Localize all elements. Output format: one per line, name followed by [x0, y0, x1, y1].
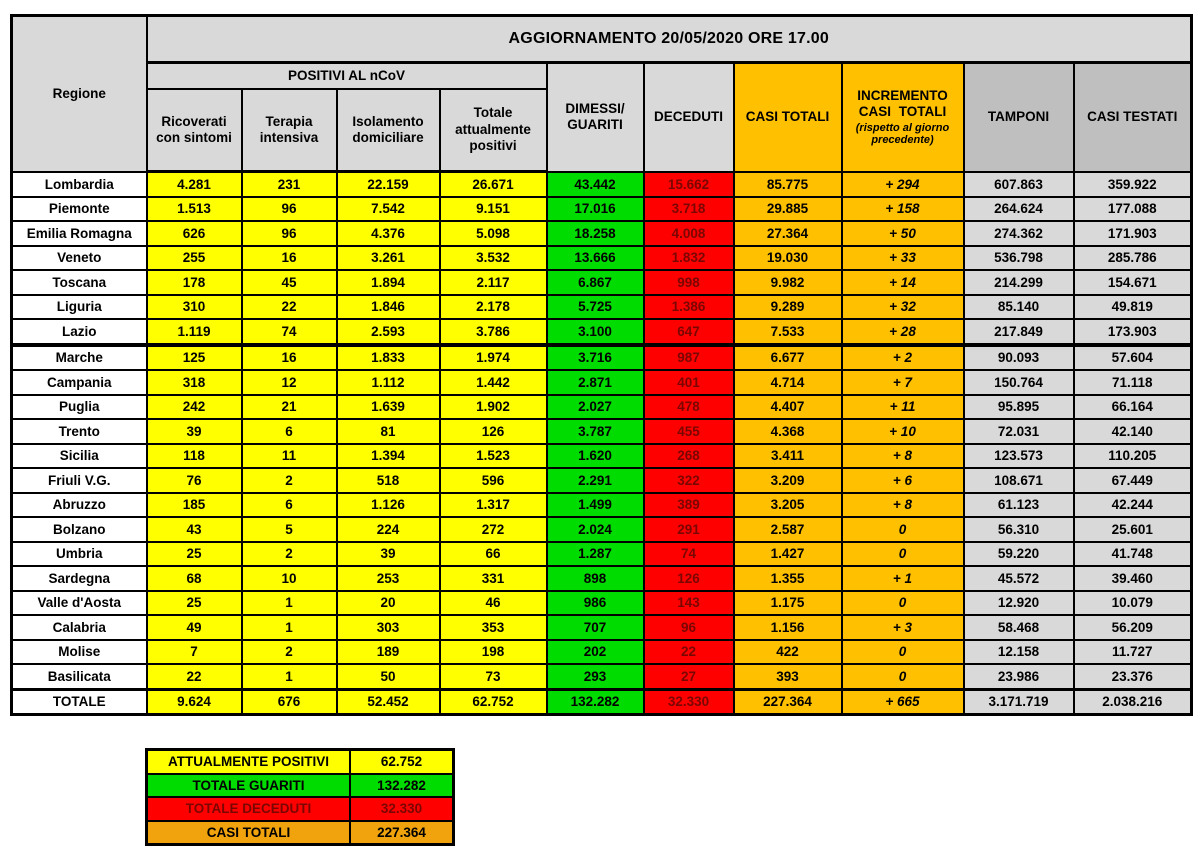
incremento-value: + 665 [842, 689, 964, 715]
casi-testati-value: 285.786 [1074, 246, 1192, 271]
casi-totali-value: 422 [734, 640, 842, 665]
dimessi-guariti-value: 898 [547, 566, 644, 591]
summary-row [147, 821, 454, 845]
totale-positivi-value: 596 [440, 468, 547, 493]
casi-testati-value: 71.118 [1074, 370, 1192, 395]
isolamento-value: 1.112 [337, 370, 440, 395]
dimessi-guariti-value: 132.282 [547, 689, 644, 715]
isolamento-value: 50 [337, 664, 440, 689]
isolamento-value: 1.833 [337, 345, 440, 371]
ricoverati-value: 25 [147, 542, 242, 567]
dimessi-guariti-value: 1.287 [547, 542, 644, 567]
tamponi-value: 58.468 [964, 615, 1074, 640]
ricoverati-value: 49 [147, 615, 242, 640]
dimessi-guariti-value: 2.871 [547, 370, 644, 395]
tamponi-value: 3.171.719 [964, 689, 1074, 715]
ricoverati-value: 255 [147, 246, 242, 271]
deceduti-value: 455 [644, 419, 734, 444]
casi-totali-value: 85.775 [734, 172, 842, 197]
incremento-value: + 14 [842, 270, 964, 295]
casi-testati-value: 49.819 [1074, 295, 1192, 320]
totale-positivi-value: 5.098 [440, 221, 547, 246]
isolamento-value: 253 [337, 566, 440, 591]
summary-value: 62.752 [350, 750, 454, 774]
incremento-value: + 28 [842, 319, 964, 345]
casi-totali-value: 3.411 [734, 444, 842, 469]
region-name: TOTALE [12, 689, 147, 715]
isolamento-value: 1.639 [337, 395, 440, 420]
tamponi-value: 61.123 [964, 493, 1074, 518]
summary-table [145, 748, 455, 846]
dimessi-guariti-value: 986 [547, 591, 644, 616]
terapia-intensiva-value: 45 [242, 270, 337, 295]
region-name: Liguria [12, 295, 147, 320]
incremento-value: 0 [842, 542, 964, 567]
dimessi-guariti-value: 293 [547, 664, 644, 689]
summary-value: 227.364 [350, 821, 454, 845]
dimessi-guariti-value: 1.620 [547, 444, 644, 469]
col-header-incremento [842, 63, 964, 172]
casi-testati-value: 67.449 [1074, 468, 1192, 493]
table-row [12, 468, 1192, 493]
dimessi-guariti-value: 1.499 [547, 493, 644, 518]
ricoverati-value: 9.624 [147, 689, 242, 715]
table-row [12, 221, 1192, 246]
terapia-intensiva-value: 16 [242, 345, 337, 371]
table-row [12, 566, 1192, 591]
region-name: Marche [12, 345, 147, 371]
terapia-intensiva-value: 6 [242, 419, 337, 444]
summary-label: CASI TOTALI [147, 821, 351, 845]
ricoverati-value: 39 [147, 419, 242, 444]
region-name: Piemonte [12, 197, 147, 222]
deceduti-value: 478 [644, 395, 734, 420]
region-name: Basilicata [12, 664, 147, 689]
isolamento-value: 1.394 [337, 444, 440, 469]
casi-testati-value: 56.209 [1074, 615, 1192, 640]
casi-testati-value: 110.205 [1074, 444, 1192, 469]
terapia-intensiva-value: 22 [242, 295, 337, 320]
summary-label: TOTALE DECEDUTI [147, 797, 351, 821]
incremento-value: + 8 [842, 493, 964, 518]
col-header-totale-positivi: Totale attualmente positivi [440, 89, 547, 172]
table-title: AGGIORNAMENTO 20/05/2020 ORE 17.00 [147, 16, 1192, 63]
isolamento-value: 39 [337, 542, 440, 567]
region-name: Calabria [12, 615, 147, 640]
terapia-intensiva-value: 11 [242, 444, 337, 469]
col-header-casi-testati: CASI TESTATI [1074, 63, 1192, 172]
col-header-deceduti: DECEDUTI [644, 63, 734, 172]
region-name: Veneto [12, 246, 147, 271]
dimessi-guariti-value: 43.442 [547, 172, 644, 197]
terapia-intensiva-value: 231 [242, 172, 337, 197]
deceduti-value: 1.832 [644, 246, 734, 271]
region-name: Toscana [12, 270, 147, 295]
ricoverati-value: 310 [147, 295, 242, 320]
tamponi-value: 23.986 [964, 664, 1074, 689]
ricoverati-value: 125 [147, 345, 242, 371]
terapia-intensiva-value: 96 [242, 221, 337, 246]
ricoverati-value: 1.513 [147, 197, 242, 222]
deceduti-value: 401 [644, 370, 734, 395]
casi-totali-value: 3.209 [734, 468, 842, 493]
deceduti-value: 268 [644, 444, 734, 469]
incremento-label-line2: CASI TOTALI [858, 104, 947, 120]
tamponi-value: 45.572 [964, 566, 1074, 591]
col-header-ricoverati: Ricoverati con sintomi [147, 89, 242, 172]
casi-testati-value: 154.671 [1074, 270, 1192, 295]
terapia-intensiva-value: 6 [242, 493, 337, 518]
table-row [12, 615, 1192, 640]
terapia-intensiva-value: 1 [242, 615, 337, 640]
ricoverati-value: 626 [147, 221, 242, 246]
table-row [12, 395, 1192, 420]
dimessi-guariti-value: 3.716 [547, 345, 644, 371]
tamponi-value: 72.031 [964, 419, 1074, 444]
tamponi-value: 217.849 [964, 319, 1074, 345]
terapia-intensiva-value: 74 [242, 319, 337, 345]
incremento-value: 0 [842, 591, 964, 616]
table-row [12, 197, 1192, 222]
region-name: Trento [12, 419, 147, 444]
incremento-note: (rispetto al giorno precedente) [855, 121, 950, 147]
tamponi-value: 90.093 [964, 345, 1074, 371]
ricoverati-value: 4.281 [147, 172, 242, 197]
totale-positivi-value: 73 [440, 664, 547, 689]
casi-totali-value: 2.587 [734, 517, 842, 542]
summary-body [147, 750, 454, 845]
col-header-dimessi-guariti: DIMESSI/ GUARITI [547, 63, 644, 172]
casi-totali-value: 9.982 [734, 270, 842, 295]
table-row [12, 419, 1192, 444]
tamponi-value: 85.140 [964, 295, 1074, 320]
casi-testati-value: 42.140 [1074, 419, 1192, 444]
totale-positivi-value: 1.317 [440, 493, 547, 518]
incremento-value: + 33 [842, 246, 964, 271]
terapia-intensiva-value: 5 [242, 517, 337, 542]
dimessi-guariti-value: 2.291 [547, 468, 644, 493]
incremento-value: + 294 [842, 172, 964, 197]
casi-testati-value: 41.748 [1074, 542, 1192, 567]
col-header-isolamento: Isolamento domiciliare [337, 89, 440, 172]
tamponi-value: 150.764 [964, 370, 1074, 395]
casi-testati-value: 171.903 [1074, 221, 1192, 246]
casi-testati-value: 177.088 [1074, 197, 1192, 222]
totale-positivi-value: 3.532 [440, 246, 547, 271]
dimessi-guariti-value: 707 [547, 615, 644, 640]
isolamento-value: 1.846 [337, 295, 440, 320]
deceduti-value: 126 [644, 566, 734, 591]
table-row [12, 345, 1192, 371]
ricoverati-value: 118 [147, 444, 242, 469]
table-body [12, 172, 1192, 715]
incremento-value: + 6 [842, 468, 964, 493]
isolamento-value: 20 [337, 591, 440, 616]
casi-totali-value: 4.368 [734, 419, 842, 444]
isolamento-value: 224 [337, 517, 440, 542]
incremento-value: + 11 [842, 395, 964, 420]
region-name: Campania [12, 370, 147, 395]
ricoverati-value: 25 [147, 591, 242, 616]
summary-row [147, 797, 454, 821]
deceduti-value: 322 [644, 468, 734, 493]
table-row [12, 444, 1192, 469]
dimessi-guariti-value: 2.024 [547, 517, 644, 542]
deceduti-value: 96 [644, 615, 734, 640]
totale-positivi-value: 1.902 [440, 395, 547, 420]
incremento-value: + 32 [842, 295, 964, 320]
deceduti-value: 15.662 [644, 172, 734, 197]
col-header-regione: Regione [12, 16, 147, 172]
region-name: Emilia Romagna [12, 221, 147, 246]
ricoverati-value: 22 [147, 664, 242, 689]
totale-positivi-value: 26.671 [440, 172, 547, 197]
deceduti-value: 74 [644, 542, 734, 567]
region-name: Bolzano [12, 517, 147, 542]
total-row [12, 689, 1192, 715]
table-header [12, 16, 1192, 172]
incremento-value: + 50 [842, 221, 964, 246]
tamponi-value: 12.158 [964, 640, 1074, 665]
deceduti-value: 987 [644, 345, 734, 371]
summary-row [147, 750, 454, 774]
tamponi-value: 607.863 [964, 172, 1074, 197]
incremento-value: + 8 [842, 444, 964, 469]
terapia-intensiva-value: 2 [242, 468, 337, 493]
totale-positivi-value: 9.151 [440, 197, 547, 222]
incremento-value: + 7 [842, 370, 964, 395]
casi-totali-value: 6.677 [734, 345, 842, 371]
summary-label: ATTUALMENTE POSITIVI [147, 750, 351, 774]
isolamento-value: 4.376 [337, 221, 440, 246]
col-group-positivi-ncov: POSITIVI AL nCoV [147, 63, 547, 90]
tamponi-value: 95.895 [964, 395, 1074, 420]
incremento-value: + 1 [842, 566, 964, 591]
casi-testati-value: 57.604 [1074, 345, 1192, 371]
col-header-casi-totali: CASI TOTALI [734, 63, 842, 172]
casi-testati-value: 23.376 [1074, 664, 1192, 689]
casi-totali-value: 4.714 [734, 370, 842, 395]
isolamento-value: 1.126 [337, 493, 440, 518]
tamponi-value: 59.220 [964, 542, 1074, 567]
terapia-intensiva-value: 1 [242, 664, 337, 689]
covid-region-table [10, 14, 1193, 716]
tamponi-value: 108.671 [964, 468, 1074, 493]
terapia-intensiva-value: 2 [242, 542, 337, 567]
table-row [12, 591, 1192, 616]
terapia-intensiva-value: 12 [242, 370, 337, 395]
ricoverati-value: 318 [147, 370, 242, 395]
casi-testati-value: 66.164 [1074, 395, 1192, 420]
totale-positivi-value: 1.974 [440, 345, 547, 371]
casi-totali-value: 9.289 [734, 295, 842, 320]
terapia-intensiva-value: 676 [242, 689, 337, 715]
dimessi-guariti-value: 5.725 [547, 295, 644, 320]
deceduti-value: 22 [644, 640, 734, 665]
tamponi-value: 56.310 [964, 517, 1074, 542]
summary-row [147, 774, 454, 798]
terapia-intensiva-value: 10 [242, 566, 337, 591]
casi-totali-value: 1.427 [734, 542, 842, 567]
deceduti-value: 647 [644, 319, 734, 345]
region-name: Sardegna [12, 566, 147, 591]
isolamento-value: 52.452 [337, 689, 440, 715]
dimessi-guariti-value: 2.027 [547, 395, 644, 420]
table-row [12, 370, 1192, 395]
isolamento-value: 189 [337, 640, 440, 665]
totale-positivi-value: 66 [440, 542, 547, 567]
region-name: Puglia [12, 395, 147, 420]
totale-positivi-value: 1.442 [440, 370, 547, 395]
isolamento-value: 1.894 [337, 270, 440, 295]
table-row [12, 664, 1192, 689]
ricoverati-value: 7 [147, 640, 242, 665]
table-row [12, 493, 1192, 518]
deceduti-value: 998 [644, 270, 734, 295]
ricoverati-value: 1.119 [147, 319, 242, 345]
table-row [12, 640, 1192, 665]
casi-testati-value: 173.903 [1074, 319, 1192, 345]
deceduti-value: 27 [644, 664, 734, 689]
casi-totali-value: 4.407 [734, 395, 842, 420]
casi-totali-value: 1.175 [734, 591, 842, 616]
casi-totali-value: 3.205 [734, 493, 842, 518]
ricoverati-value: 185 [147, 493, 242, 518]
region-name: Lombardia [12, 172, 147, 197]
summary-value: 32.330 [350, 797, 454, 821]
tamponi-value: 264.624 [964, 197, 1074, 222]
totale-positivi-value: 353 [440, 615, 547, 640]
totale-positivi-value: 272 [440, 517, 547, 542]
casi-totali-value: 29.885 [734, 197, 842, 222]
deceduti-value: 32.330 [644, 689, 734, 715]
region-name: Valle d'Aosta [12, 591, 147, 616]
dimessi-guariti-value: 3.100 [547, 319, 644, 345]
deceduti-value: 143 [644, 591, 734, 616]
incremento-value: + 10 [842, 419, 964, 444]
totale-positivi-value: 62.752 [440, 689, 547, 715]
incremento-value: + 158 [842, 197, 964, 222]
casi-totali-value: 7.533 [734, 319, 842, 345]
terapia-intensiva-value: 16 [242, 246, 337, 271]
ricoverati-value: 242 [147, 395, 242, 420]
totale-positivi-value: 2.117 [440, 270, 547, 295]
region-name: Friuli V.G. [12, 468, 147, 493]
totale-positivi-value: 126 [440, 419, 547, 444]
tamponi-value: 12.920 [964, 591, 1074, 616]
table-row [12, 517, 1192, 542]
isolamento-value: 518 [337, 468, 440, 493]
table-row [12, 246, 1192, 271]
totale-positivi-value: 1.523 [440, 444, 547, 469]
totale-positivi-value: 2.178 [440, 295, 547, 320]
isolamento-value: 303 [337, 615, 440, 640]
ricoverati-value: 68 [147, 566, 242, 591]
table-row [12, 172, 1192, 197]
totale-positivi-value: 331 [440, 566, 547, 591]
dimessi-guariti-value: 17.016 [547, 197, 644, 222]
casi-totali-value: 1.355 [734, 566, 842, 591]
deceduti-value: 389 [644, 493, 734, 518]
totale-positivi-value: 46 [440, 591, 547, 616]
incremento-value: 0 [842, 640, 964, 665]
casi-testati-value: 42.244 [1074, 493, 1192, 518]
totale-positivi-value: 3.786 [440, 319, 547, 345]
dimessi-guariti-value: 202 [547, 640, 644, 665]
isolamento-value: 22.159 [337, 172, 440, 197]
dimessi-guariti-value: 18.258 [547, 221, 644, 246]
incremento-value: + 3 [842, 615, 964, 640]
tamponi-value: 214.299 [964, 270, 1074, 295]
casi-totali-value: 19.030 [734, 246, 842, 271]
casi-testati-value: 39.460 [1074, 566, 1192, 591]
dimessi-guariti-value: 3.787 [547, 419, 644, 444]
ricoverati-value: 76 [147, 468, 242, 493]
table-row [12, 542, 1192, 567]
deceduti-value: 291 [644, 517, 734, 542]
casi-testati-value: 2.038.216 [1074, 689, 1192, 715]
region-name: Molise [12, 640, 147, 665]
incremento-value: 0 [842, 517, 964, 542]
col-header-tamponi: TAMPONI [964, 63, 1074, 172]
isolamento-value: 3.261 [337, 246, 440, 271]
incremento-value: 0 [842, 664, 964, 689]
deceduti-value: 3.718 [644, 197, 734, 222]
tamponi-value: 123.573 [964, 444, 1074, 469]
tamponi-value: 536.798 [964, 246, 1074, 271]
ricoverati-value: 178 [147, 270, 242, 295]
isolamento-value: 81 [337, 419, 440, 444]
totale-positivi-value: 198 [440, 640, 547, 665]
casi-testati-value: 10.079 [1074, 591, 1192, 616]
table-row [12, 295, 1192, 320]
casi-totali-value: 227.364 [734, 689, 842, 715]
dimessi-guariti-value: 6.867 [547, 270, 644, 295]
deceduti-value: 1.386 [644, 295, 734, 320]
terapia-intensiva-value: 1 [242, 591, 337, 616]
incremento-value: + 2 [842, 345, 964, 371]
casi-totali-value: 27.364 [734, 221, 842, 246]
isolamento-value: 2.593 [337, 319, 440, 345]
terapia-intensiva-value: 2 [242, 640, 337, 665]
incremento-label-line1: INCREMENTO [857, 87, 948, 103]
tamponi-value: 274.362 [964, 221, 1074, 246]
summary-value: 132.282 [350, 774, 454, 798]
casi-testati-value: 11.727 [1074, 640, 1192, 665]
summary-label: TOTALE GUARITI [147, 774, 351, 798]
region-name: Sicilia [12, 444, 147, 469]
region-name: Abruzzo [12, 493, 147, 518]
terapia-intensiva-value: 96 [242, 197, 337, 222]
isolamento-value: 7.542 [337, 197, 440, 222]
region-name: Lazio [12, 319, 147, 345]
terapia-intensiva-value: 21 [242, 395, 337, 420]
casi-testati-value: 359.922 [1074, 172, 1192, 197]
ricoverati-value: 43 [147, 517, 242, 542]
table-row [12, 319, 1192, 345]
casi-totali-value: 393 [734, 664, 842, 689]
deceduti-value: 4.008 [644, 221, 734, 246]
dimessi-guariti-value: 13.666 [547, 246, 644, 271]
table-row [12, 270, 1192, 295]
casi-testati-value: 25.601 [1074, 517, 1192, 542]
col-header-terapia-intensiva: Terapia intensiva [242, 89, 337, 172]
header-row-groups [12, 63, 1192, 90]
header-row-title [12, 16, 1192, 63]
casi-totali-value: 1.156 [734, 615, 842, 640]
region-name: Umbria [12, 542, 147, 567]
